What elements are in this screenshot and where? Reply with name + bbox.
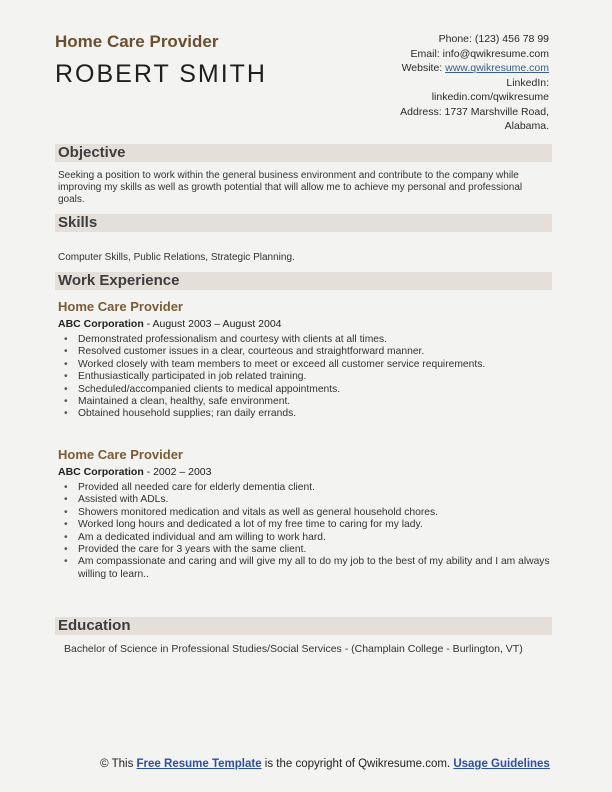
objective-heading: Objective <box>58 144 126 161</box>
candidate-name: ROBERT SMITH <box>55 60 267 88</box>
objective-section-header <box>55 144 552 162</box>
list-item: • Assisted with ADLs. <box>62 494 552 506</box>
header-job-title: Home Care Provider <box>55 32 219 51</box>
objective-text: Seeking a position to work within the general business environment and contribute to the company while improving my skills as well as growth potential that will allow me to achieve my personal and professional goals. <box>58 170 523 205</box>
list-item: • Demonstrated professionalism and courtesy with clients at all times. <box>62 334 552 346</box>
job-2-company: ABC Corporation <box>58 466 144 478</box>
list-item: • Am compassionate and caring and will give my all to do my job to the best of my ability and I am always willing to learn.. <box>62 556 552 581</box>
list-item: • Worked long hours and dedicated a lot of my free time to caring for my lady. <box>62 519 552 531</box>
experience-heading: Work Experience <box>58 272 180 289</box>
job-1-company-line <box>58 318 282 330</box>
job-1-company: ABC Corporation <box>58 318 144 330</box>
job-1-role: Home Care Provider <box>58 299 183 314</box>
list-item: • Enthusiastically participated in job related training. <box>62 371 552 383</box>
job-2-dates: - 2002 – 2003 <box>143 466 212 478</box>
list-item: • Scheduled/accompanied clients to medical appointments. <box>62 384 552 396</box>
contact-website <box>299 61 549 76</box>
skills-section-header <box>55 214 552 232</box>
skills-heading: Skills <box>58 214 98 231</box>
contact-address-line1: Address: 1737 Marshville Road, <box>400 105 549 118</box>
list-item: • Worked closely with team members to meet or exceed all customer service requirements. <box>62 359 552 371</box>
list-item: • Am a dedicated individual and am willing to work hard. <box>62 532 552 544</box>
education-text: Bachelor of Science in Professional Studies/Social Services - (Champlain College - Burlington, VT) <box>64 643 523 655</box>
education-heading: Education <box>58 617 131 634</box>
job-2-role: Home Care Provider <box>58 447 183 462</box>
experience-section-header <box>55 272 552 290</box>
job-1-bullets <box>62 334 552 421</box>
contact-linkedin-value: linkedin.com/qwikresume <box>431 91 549 103</box>
website-label: Website: <box>401 62 446 74</box>
job-2-company-line <box>58 466 211 478</box>
education-section-header <box>55 617 552 635</box>
free-resume-template-link[interactable]: Free Resume Template <box>136 758 262 770</box>
list-item: • Showers monitored medication and vitals as well as general household chores. <box>62 507 552 519</box>
contact-email: Email: info@qwikresume.com <box>410 47 549 60</box>
list-item: • Provided all needed care for elderly dementia client. <box>62 482 552 494</box>
contact-block <box>299 32 549 134</box>
footer-prefix: © This <box>100 758 137 770</box>
list-item: • Provided the care for 3 years with the same client. <box>62 544 552 556</box>
list-item: • Obtained household supplies; ran daily errands. <box>62 408 552 420</box>
website-link[interactable]: www.qwikresume.com <box>445 62 549 74</box>
list-item: • Maintained a clean, healthy, safe environment. <box>62 396 552 408</box>
usage-guidelines-link[interactable]: Usage Guidelines <box>453 758 550 770</box>
job-2-bullets <box>62 482 552 581</box>
footer-copyright <box>55 757 595 771</box>
contact-phone: Phone: (123) 456 78 99 <box>438 33 549 45</box>
contact-address-line2: Alabama. <box>504 120 549 132</box>
list-item: • Resolved customer issues in a clear, courteous and straightforward manner. <box>62 346 552 358</box>
contact-linkedin-label: LinkedIn: <box>506 76 549 89</box>
footer-middle: is the copyright of Qwikresume.com. <box>261 758 454 770</box>
job-1-dates: - August 2003 – August 2004 <box>143 318 282 330</box>
skills-text: Computer Skills, Public Relations, Strategic Planning. <box>58 252 295 263</box>
